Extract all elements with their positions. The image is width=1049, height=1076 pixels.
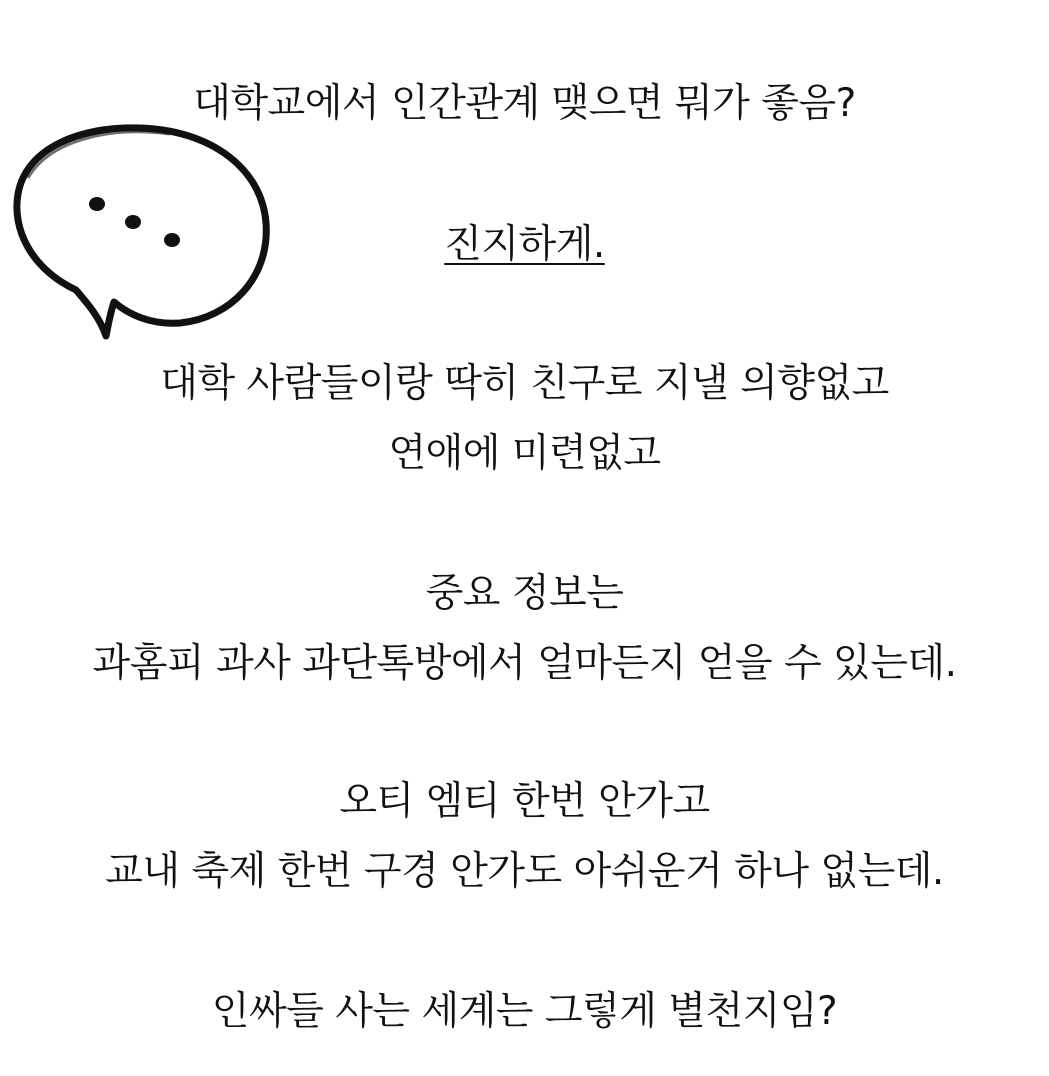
ellipsis-dot	[89, 197, 105, 211]
serious-line	[0, 221, 1049, 269]
text-line: 연애에 미련없고	[388, 431, 661, 476]
question-line: 대학교에서 인간관계 맺으면 뭐가 좋음?	[193, 81, 856, 126]
text-line: 오티 엠티 한번 안가고	[339, 779, 710, 824]
text-line: 과홈피 과사 과단톡방에서 얼마든지 얻을 수 있는데.	[92, 641, 957, 686]
serious-text: 진지하게.	[444, 222, 605, 267]
text-line: 교내 축제 한번 구경 안가도 아쉬운거 하나 없는데.	[105, 849, 944, 894]
text-line: 인싸들 사는 세계는 그렇게 별천지임?	[211, 989, 838, 1034]
text-line: 대학 사람들이랑 딱히 친구로 지낼 의향없고	[160, 361, 889, 406]
text-line: 중요 정보는	[425, 571, 624, 616]
